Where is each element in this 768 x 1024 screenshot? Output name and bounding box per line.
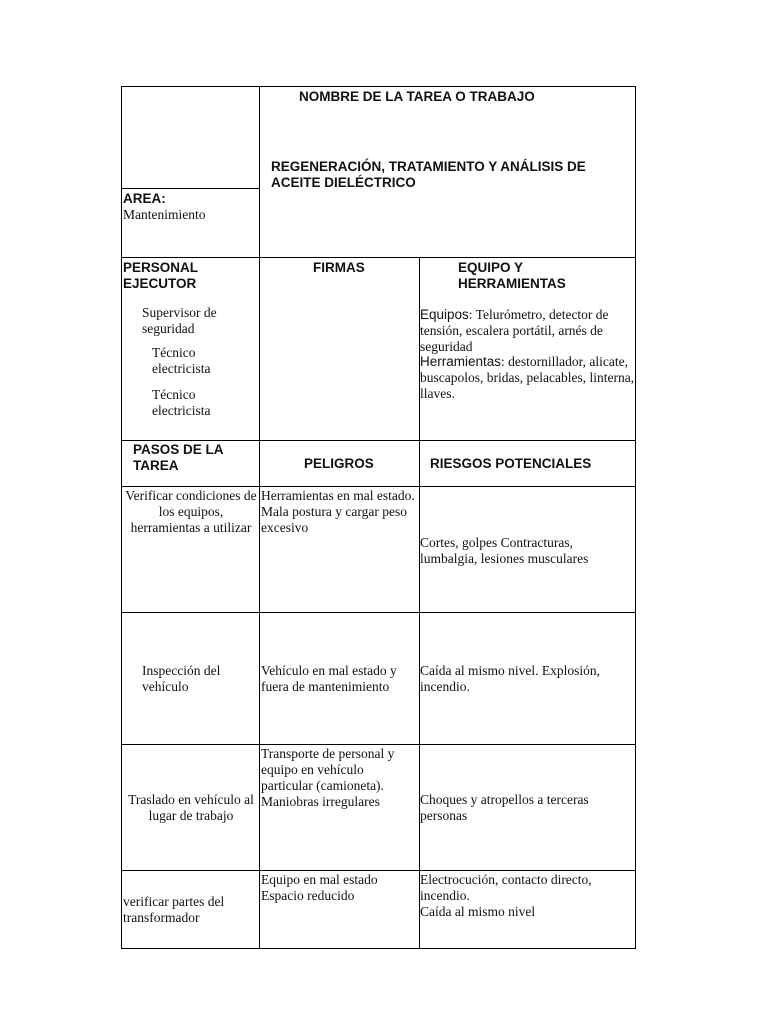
row-4-hazards: Equipo en mal estado Espacio reducido [261,872,378,903]
row-3-hazards: Transporte de personal y equipo en vehículo particular (camioneta). Maniobras irregulares [261,746,395,809]
table-row-2-hazards-cell [259,612,420,745]
row-2-hazards: Vehículo en mal estado y fuera de mantenimiento [261,663,397,694]
equipment-text: : Telurómetro, detector de tensión, escalera portátil, arnés de seguridad [420,307,609,354]
risks-header-cell [419,440,636,487]
row-1-risks: Cortes, golpes Contracturas, lumbalgia, lesiones musculares [420,535,589,566]
tools-title: Herramientas [420,354,502,369]
equipment-list [420,307,635,355]
risks-header: RIESGOS POTENCIALES [430,456,592,471]
person-supervisor: Supervisor de seguridad [142,305,217,336]
task-name: REGENERACIÓN, TRATAMIENTO Y ANÁLISIS DE ACEITE DIELÉCTRICO [271,159,586,190]
table-row-1-risks-cell [419,486,636,613]
person-technician-2: Técnico electricista [152,387,211,418]
equipment-cell [419,257,636,441]
person-technician-1: Técnico electricista [152,345,211,376]
table-row-4-hazards-cell [259,870,420,949]
tools-text: : destornillador, alicate, buscapolos, bridas, pelacables, linterna, llaves. [420,354,635,401]
area-value: Mantenimiento [123,207,206,222]
task-name-cell [259,86,636,258]
row-1-step: Verificar condiciones de los equipos, herramientas a utilizar [125,488,257,535]
equipment-title: Equipos [420,307,469,322]
table-row-3-step-cell [121,744,260,871]
row-1-hazards: Herramientas en mal estado. Mala postura y cargar peso excesivo [261,488,415,535]
hazards-header-cell [259,440,420,487]
table-row-4-risks-cell [419,870,636,949]
table-row-1-hazards-cell [259,486,420,613]
row-3-risks: Choques y atropellos a terceras personas [420,792,589,823]
personnel-cell [121,257,260,441]
steps-header-cell [121,440,260,487]
header-blank-cell [121,86,260,189]
table-row-1-step-cell [121,486,260,613]
row-3-step: Traslado en vehículo al lugar de trabajo [128,792,254,823]
equipment-label: EQUIPO Y HERRAMIENTAS [458,260,566,291]
signatures-label: FIRMAS [313,260,365,275]
personnel-label: PERSONAL EJECUTOR [123,260,198,291]
table-row-2-step-cell [121,612,260,745]
area-cell [121,188,260,258]
tools-list [420,354,635,402]
row-4-risks: Electrocución, contacto directo, incendio. Caída al mismo nivel [420,872,592,919]
signatures-cell [259,257,420,441]
row-2-step: Inspección del vehículo [142,663,221,694]
table-row-4-step-cell [121,870,260,949]
hazards-header: PELIGROS [304,456,374,471]
row-2-risks: Caída al mismo nivel. Explosión, incendio. [420,663,600,694]
table-row-3-risks-cell [419,744,636,871]
row-4-step: verificar partes del transformador [123,894,225,925]
table-row-3-hazards-cell [259,744,420,871]
steps-header: PASOS DE LA TAREA [133,442,224,473]
area-label: AREA: [123,191,166,206]
table-row-2-risks-cell [419,612,636,745]
task-heading: NOMBRE DE LA TAREA O TRABAJO [299,89,535,104]
